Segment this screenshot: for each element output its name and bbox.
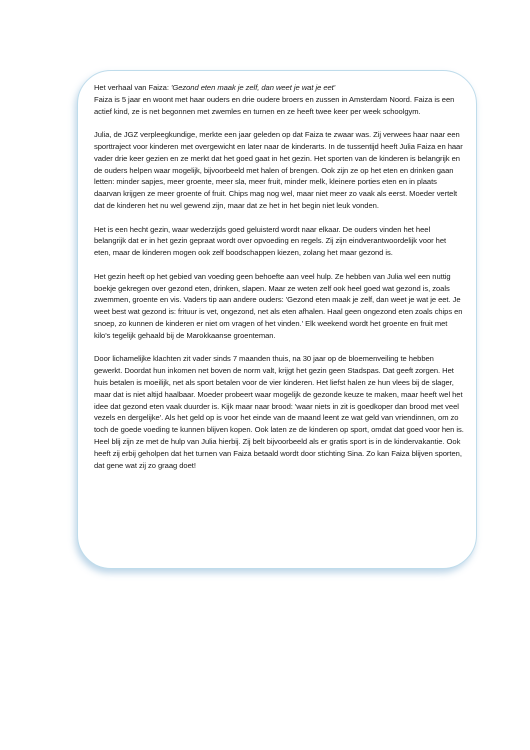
paragraph-finances: Door lichamelijke klachten zit vader sinds 7 maanden thuis, na 30 jaar op de bloemenveiling te hebben gewerkt. Doordat hun inkomen net boven de norm valt, krijgt het gezin geen Stadspas. Dat geeft zorgen. Het huis betalen is moeilijk, net als sport betalen voor de vier kinderen. Het liefst halen ze hun vlees bij de slager, maar dat is niet altijd haalbaar. Moeder probeert waar mogelijk de gezonde keuze te maken, maar heeft wel het idee dat gezond eten vaak duurder is. Kijk maar naar brood: 'waar niets in zit is goedkoper dan brood met veel vezels en dergelijke'. Als het geld op is voor het einde van de maand leent ze wat geld van vriendinnen, om zo toch de goede voeding te kunnen blijven kopen. Ook laten ze de kinderen op sport, omdat dat goed voor hen is. Heel blij zijn ze met de hulp van Julia hierbij. Zij belt bijvoorbeeld als er gratis sport is in de kindervakantie. Ook heeft zij erbij geholpen dat het turnen van Faiza betaald wordt door stichting Sina. Zo kan Faiza blijven sporten, dat gene wat zij zo graag doet! [94, 354, 464, 470]
paragraph-nurse: Julia, de JGZ verpleegkundige, merkte een jaar geleden op dat Faiza te zwaar was. Zij verwees haar naar een sporttraject voor kinderen met overgewicht en later naar de kinderarts. In de tussentijd heeft Julia Faiza en haar vader drie keer gezien en ze merkt dat het goed gaat in het gezin. Het sporten van de kinderen is belangrijk en de ouders helpen waar mogelijk, bijvoorbeeld met halen of brengen. Ook zijn ze op het eten en drinken gaan letten: minder sapjes, meer groente, meer sla, meer fruit, minder melk, kleinere porties eten en in plaats daarvan krijgen ze meer groente of fruit. Chips mag nog wel, maar niet meer zo vaak als eerst. Moeder vertelt dat de kinderen het nu wel gewend zijn, maar dat ze het in het begin niet leuk vonden. [94, 130, 463, 210]
paragraph-intro: Faiza is 5 jaar en woont met haar ouders en drie oudere broers en zussen in Amsterdam Noord. Faiza is een actief kind, ze is net begonnen met zwemles en turnen en ze heeft twee keer per week schoolgym. [94, 94, 455, 116]
story-title-prefix: Het verhaal van Faiza: [94, 83, 169, 92]
story-text-block [94, 82, 464, 483]
story-title-quote: 'Gezond eten maak je zelf, dan weet je wat je eet' [170, 83, 336, 92]
story-title [94, 82, 464, 94]
paragraph-family: Het is een hecht gezin, waar wederzijds goed geluisterd wordt naar elkaar. De ouders vinden het heel belangrijk dat er in het gezin gepraat wordt over opvoeding en regels. Zij zijn eindverantwoordelijk voor het eten, maar de kinderen mogen ook zelf boodschappen kiezen, zolang het maar gezond is. [94, 224, 447, 258]
paragraph-nutrition: Het gezin heeft op het gebied van voeding geen behoefte aan veel hulp. Ze hebben van Julia wel een nuttig boekje gekregen over gezond eten, drinken, slapen. Maar ze weten zelf ook heel goed wat gezond is, zoals zwemmen, groente en vis. Vaders tip aan andere ouders: 'Gezond eten maak je zelf, dan weet je wat je eet. Je weet best wat gezond is: frituur is vet, ongezond, net als eten afhalen. Haal geen ongezond eten zoals chips en snoep, zo kunnen de kinderen er niet om vragen of het vinden.' Elk weekend wordt het groente en fruit met kilo's tegelijk gehaald bij de Marokkaanse groenteman. [94, 271, 463, 340]
